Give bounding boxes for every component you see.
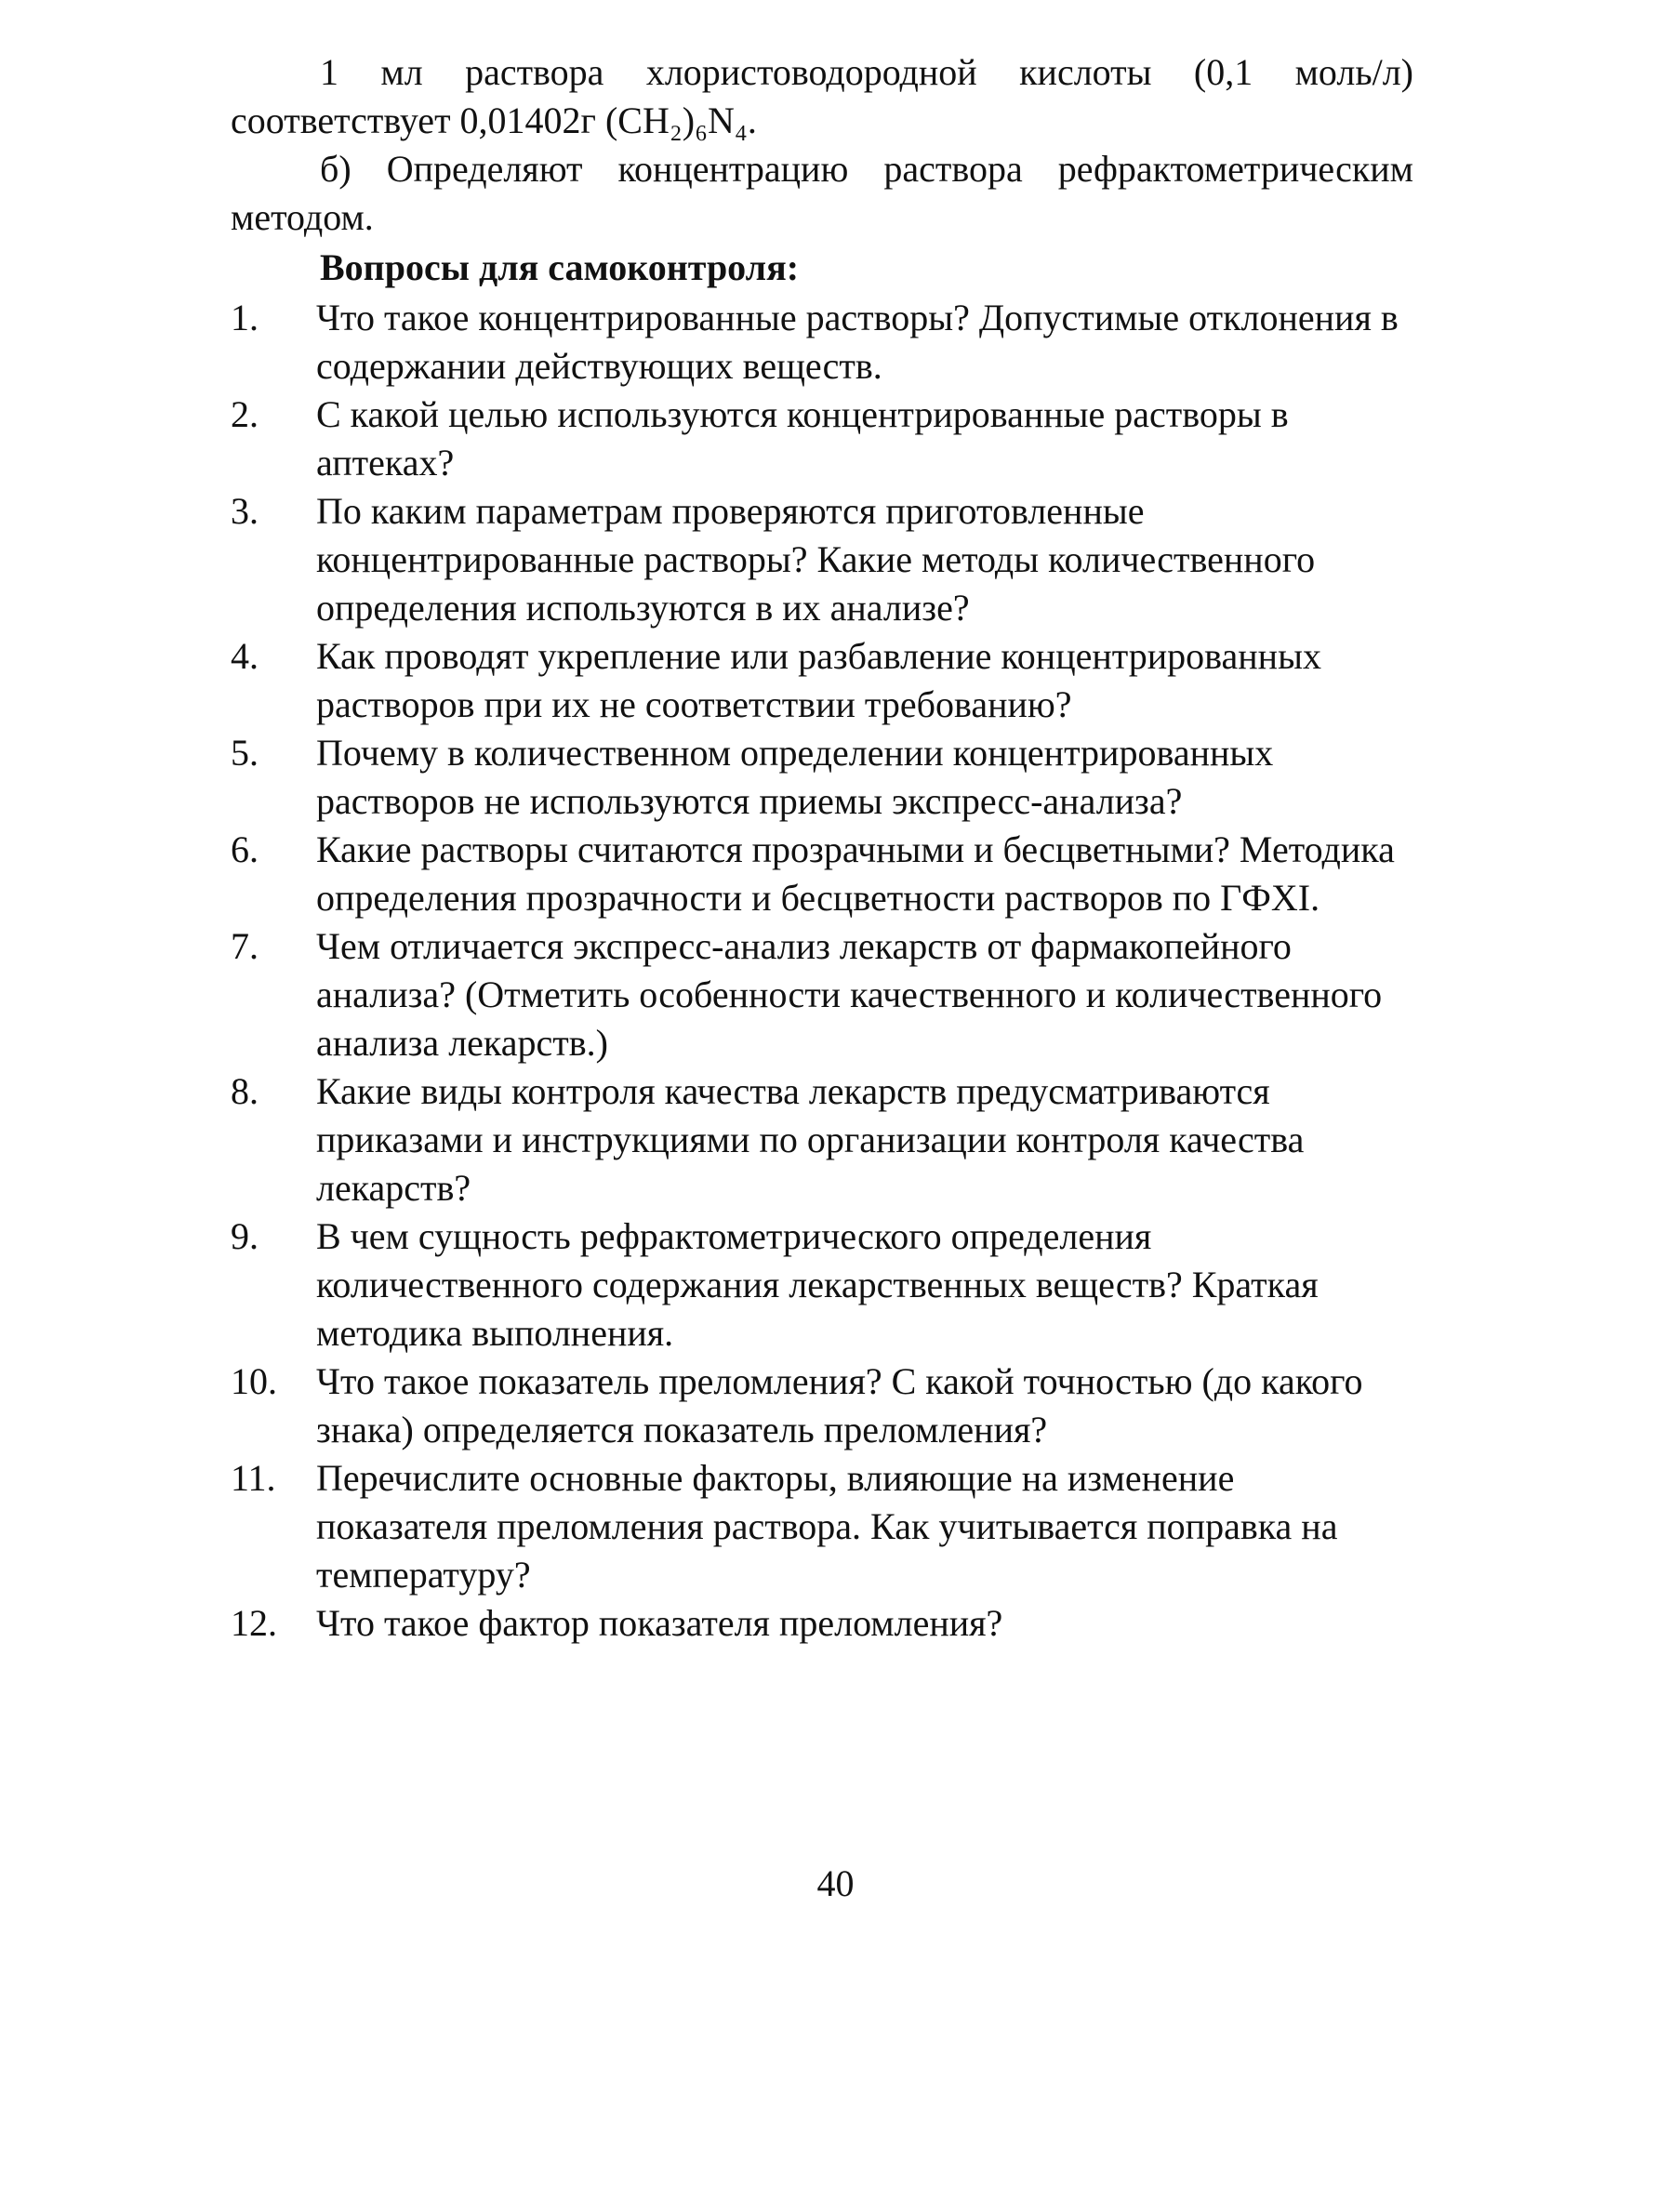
question-text: Что такое фактор показателя преломления? <box>316 1602 1003 1644</box>
question-item <box>231 826 1413 922</box>
question-text: Какие растворы считаются прозрачными и бесцветными? Методика определения прозрачности и бесцветности растворов по ГФXI. <box>316 828 1395 919</box>
document-page <box>231 48 1413 1648</box>
question-text: Как проводят укрепление или разбавление концентрированных растворов при их не соответствии требованию? <box>316 635 1321 725</box>
question-item <box>231 294 1413 391</box>
question-number: 12. <box>231 1602 277 1644</box>
question-item <box>231 1454 1413 1599</box>
section-heading: Вопросы для самоконтроля: <box>320 246 800 288</box>
question-number: 11. <box>231 1457 276 1499</box>
questions-list <box>231 294 1413 1648</box>
question-text: Какие виды контроля качества лекарств предусматриваются приказами и инструкциями по организации контроля качества лекарств? <box>316 1070 1305 1209</box>
question-item <box>231 1067 1413 1212</box>
question-item <box>231 729 1413 826</box>
question-number: 4. <box>231 635 259 677</box>
question-number: 5. <box>231 732 259 774</box>
question-text: Перечислите основные факторы, влияющие на изменение показателя преломления раствора. Как учитывается поправка на температуру? <box>316 1457 1338 1596</box>
question-number: 9. <box>231 1215 259 1257</box>
question-item <box>231 1212 1413 1358</box>
intro-paragraph-2: б) Определяют концентрацию раствора рефрактометрическим методом. <box>231 148 1413 238</box>
question-text: Что такое показатель преломления? С какой точностью (до какого знака) определяется показатель преломления? <box>316 1360 1363 1450</box>
question-text: С какой целью используются концентрированные растворы в аптеках? <box>316 393 1289 483</box>
page-number: 40 <box>816 1862 855 1904</box>
question-number: 2. <box>231 393 259 435</box>
question-text: Почему в количественном определении концентрированных растворов не используются приемы экспресс-анализа? <box>316 732 1274 822</box>
question-number: 10. <box>231 1360 277 1402</box>
question-item <box>231 487 1413 632</box>
question-number: 3. <box>231 490 259 532</box>
question-number: 1. <box>231 297 259 338</box>
question-item <box>231 632 1413 729</box>
question-text: Чем отличается экспресс-анализ лекарств от фармакопейного анализа? (Отметить особенности качественного и количественного анализа лекарств.) <box>316 925 1383 1064</box>
question-text: Что такое концентрированные растворы? Допустимые отклонения в содержании действующих веществ. <box>316 297 1399 387</box>
question-item <box>231 1599 1413 1648</box>
question-item <box>231 1358 1413 1454</box>
question-number: 7. <box>231 925 259 967</box>
question-item <box>231 922 1413 1067</box>
question-text: По каким параметрам проверяются приготовленные концентрированные растворы? Какие методы количественного определения используются в их анализе? <box>316 490 1316 629</box>
question-number: 8. <box>231 1070 259 1112</box>
question-number: 6. <box>231 828 259 870</box>
question-text: В чем сущность рефрактометрического определения количественного содержания лекарственных веществ? Краткая методика выполнения. <box>316 1215 1319 1354</box>
question-item <box>231 391 1413 487</box>
intro-paragraph-1: 1 мл раствора хлористоводородной кислоты (0,1 моль/л) соответствует 0,01402г (CH₂)₆N₄. <box>231 51 1413 141</box>
